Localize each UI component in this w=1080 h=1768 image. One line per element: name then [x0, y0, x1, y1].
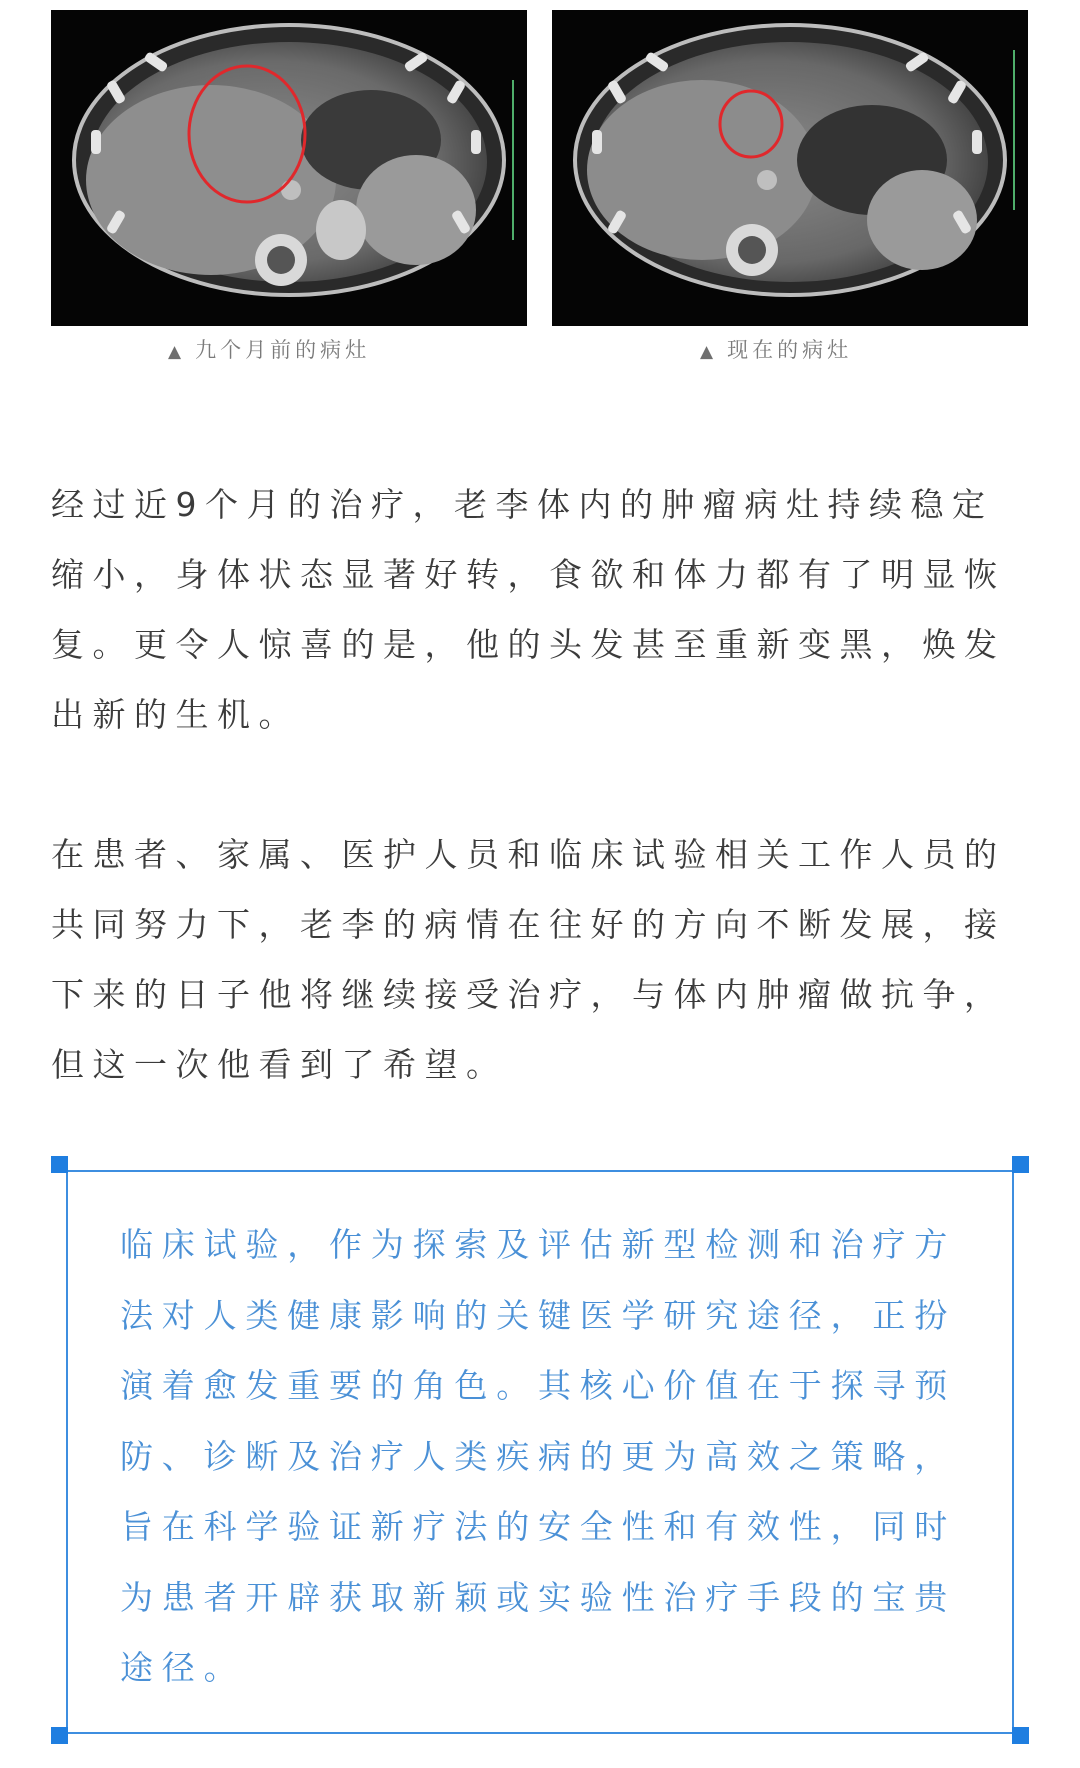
caption-before [168, 335, 370, 365]
caption-current-text: 现在的病灶 [727, 338, 853, 362]
ct-scan-current-image [552, 10, 1028, 326]
callout-corner-bottom-left [51, 1727, 68, 1744]
callout-text: 临床试验，作为探索及评估新型检测和治疗方法对人类健康影响的关键医学研究途径，正扮演着愈发重要的角色。其核心价值在于探寻预防、诊断及治疗人类疾病的更为高效之策略，旨在科学验证新疗法的安全性和有效性，同时为患者开辟获取新颖或实验性治疗手段的宝贵途径。 [120, 1225, 956, 1687]
triangle-up-icon: ▲ [700, 342, 714, 362]
paragraph-joint-effort: 在患者、家属、医护人员和临床试验相关工作人员的共同努力下，老李的病情在往好的方向不断发展，接下来的日子他将继续接受治疗，与体内肿瘤做抗争，但这一次他看到了希望。 [51, 835, 1006, 1084]
ct-scan-before-image [51, 10, 527, 326]
callout-corner-top-left [51, 1156, 68, 1173]
caption-current [700, 335, 852, 365]
ct-scan-before-graphic [51, 10, 527, 326]
paragraph-treatment-result: 经过近9个月的治疗，老李体内的肿瘤病灶持续稳定缩小，身体状态显著好转，食欲和体力都有了明显恢复。更令人惊喜的是，他的头发甚至重新变黑，焕发出新的生机。 [51, 485, 1006, 734]
callout-corner-top-right [1012, 1156, 1029, 1173]
ct-scan-current-graphic [552, 10, 1028, 326]
caption-before-text: 九个月前的病灶 [195, 338, 371, 362]
callout-corner-bottom-right [1012, 1727, 1029, 1744]
triangle-up-icon: ▲ [168, 342, 182, 362]
